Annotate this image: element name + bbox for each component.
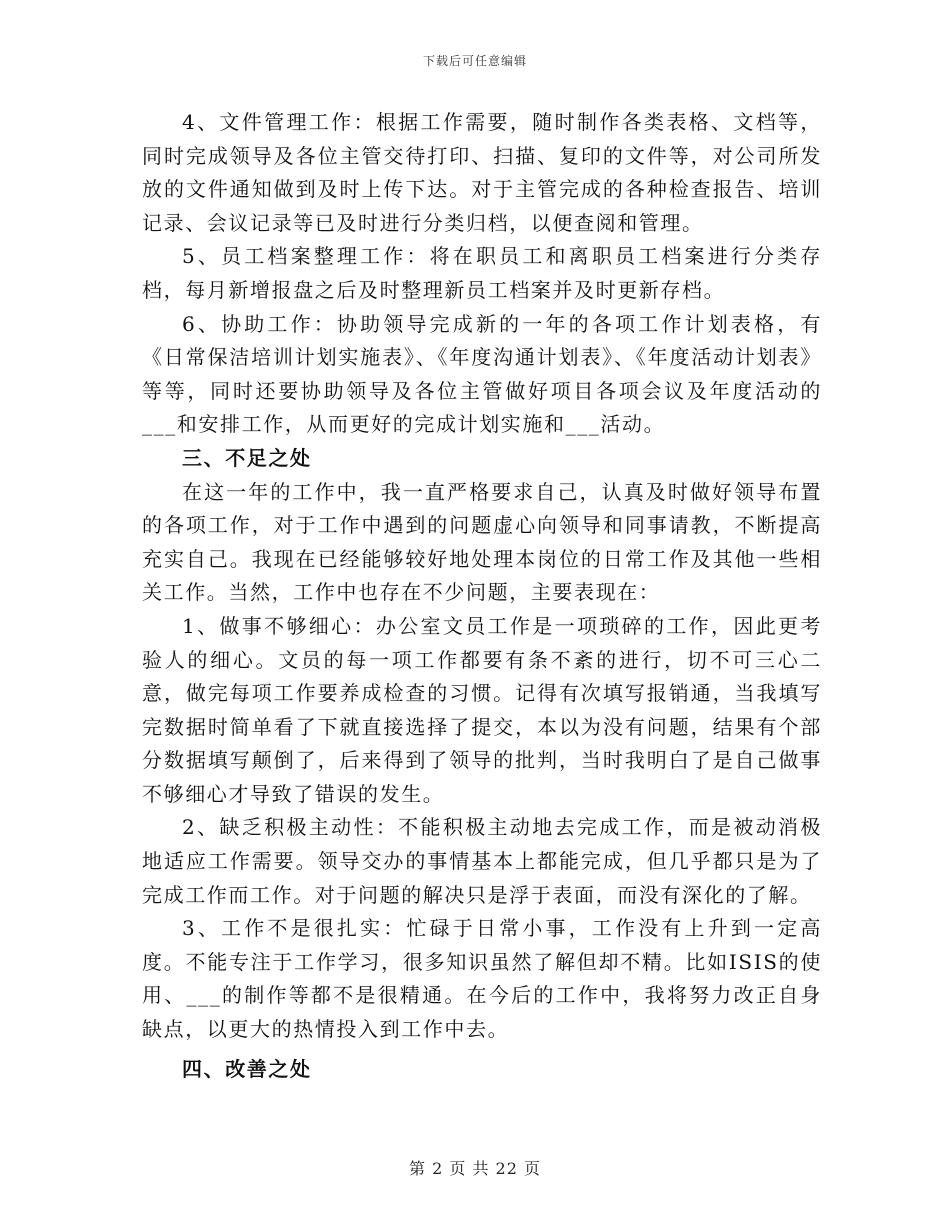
section-heading-shortcomings: 三、不足之处 <box>182 445 312 470</box>
paragraph-shortcomings-intro: 在这一年的工作中，我一直严格要求自己，认真及时做好领导布置的各项工作，对于工作中遇到的问题虚心向领导和同事请教，不断提高充实自己。我现在已经能够较好地处理本岗位的日常工作及其他一些相关工作。当然，工作中也存在不少问题，主要表现在： <box>142 479 822 605</box>
paragraph-file-management: 4、文件管理工作：根据工作需要，随时制作各类表格、文档等，同时完成领导及各位主管交待打印、扫描、复印的文件等，对公司所发放的文件通知做到及时上传下达。对于主管完成的各种检查报告、培训记录、会议记录等已及时进行分类归档，以便查阅和管理。 <box>142 110 822 235</box>
paragraph-lack-initiative: 2、缺乏积极主动性：不能积极主动地去完成工作，而是被动消极地适应工作需要。领导交办的事情基本上都能完成，但几乎都只是为了完成工作而工作。对于问题的解决只是浮于表面，而没有深化的了解。 <box>142 815 822 907</box>
section-heading-improvements: 四、改善之处 <box>182 1056 312 1081</box>
paragraph-not-careful: 1、做事不够细心：办公室文员工作是一项琐碎的工作，因此更考验人的细心。文员的每一项工作都要有条不紊的进行，切不可三心二意，做完每项工作要养成检查的习惯。记得有次填写报销通，当我填写完数据时简单看了下就直接选择了提交，本以为没有问题，结果有个部分数据填写颠倒了，后来得到了领导的批判，当时我明白了是自己做事不够细心才导致了错误的发生。 <box>142 613 822 806</box>
paragraph-employee-archives: 5、员工档案整理工作：将在职员工和离职员工档案进行分类存档，每月新增报盘之后及时整理新员工档案并及时更新存档。 <box>142 244 822 302</box>
paragraph-not-solid: 3、工作不是很扎实：忙碌于日常小事，工作没有上升到一定高度。不能专注于工作学习，很多知识虽然了解但却不精。比如ISIS的使用、___的制作等都不是很精通。在今后的工作中，我将努力改正自身缺点，以更大的热情投入到工作中去。 <box>142 916 822 1042</box>
document-body <box>142 106 822 1086</box>
paragraph-assist-work: 6、协助工作：协助领导完成新的一年的各项工作计划表格，有《日常保洁培训计划实施表》、《年度沟通计划表》、《年度活动计划表》等等，同时还要协助领导及各位主管做好项目各项会议及年度活动的___和安排工作，从而更好的完成计划实施和___活动。 <box>142 311 822 437</box>
page-footer: 第 2 页 共 22 页 <box>409 1159 541 1178</box>
header-note: 下载后可任意编辑 <box>422 54 527 68</box>
